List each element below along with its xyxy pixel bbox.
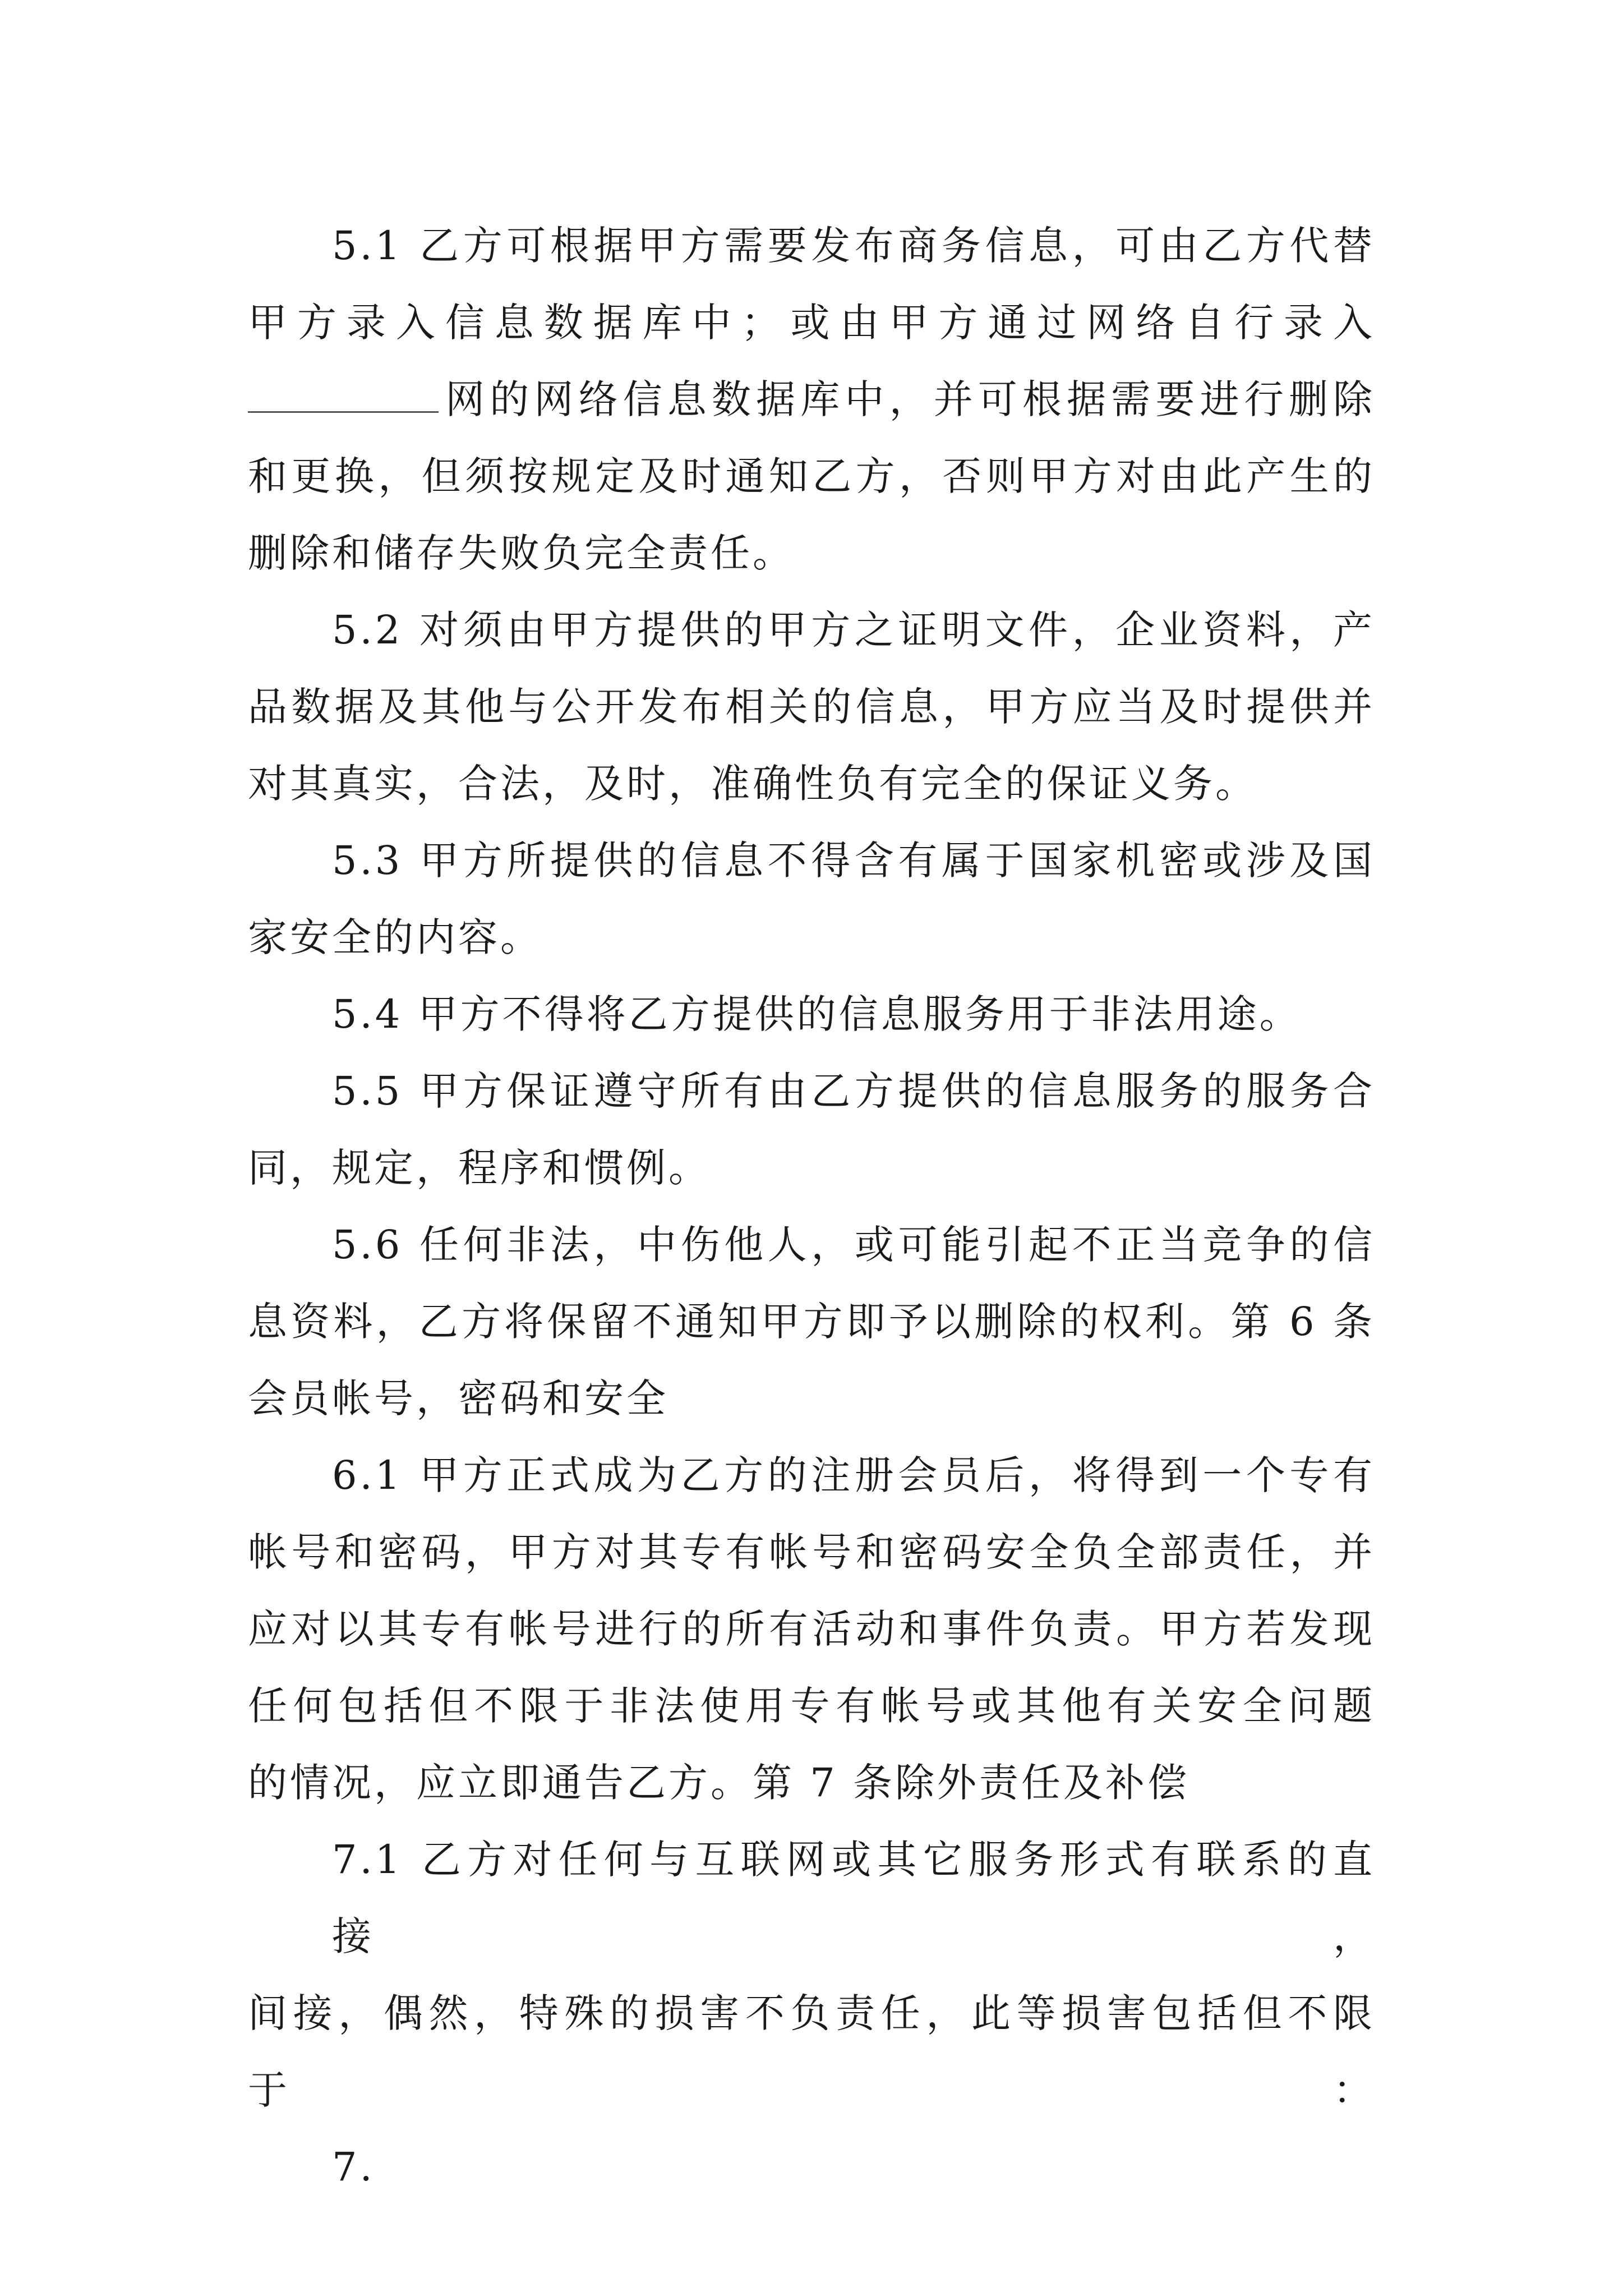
paragraph-7-x bbox=[248, 2129, 1375, 2206]
text-line: 会员帐号，密码和安全 bbox=[248, 1375, 668, 1421]
paragraph-6-1 bbox=[248, 1437, 1375, 1821]
text-line: 的情况，应立即通告乙方。第 7 条除外责任及补偿 bbox=[248, 1760, 1190, 1806]
text-line: 5.5 甲方保证遵守所有由乙方提供的信息服务的服务合 bbox=[332, 1068, 1375, 1114]
paragraph-5-6 bbox=[248, 1207, 1375, 1437]
text-line: 7. bbox=[332, 2144, 375, 2190]
text-line: 甲方录入信息数据库中；或由甲方通过网络自行录入 bbox=[248, 300, 1375, 346]
text-line: 删除和储存失败负完全责任。 bbox=[248, 530, 795, 576]
text-line: 5.4 甲方不得将乙方提供的信息服务用于非法用途。 bbox=[332, 991, 1302, 1037]
document-body bbox=[248, 208, 1375, 2206]
text-line: 家安全的内容。 bbox=[248, 914, 542, 960]
paragraph-5-1 bbox=[248, 208, 1375, 592]
text-line: 对其真实，合法，及时，准确性负有完全的保证义务。 bbox=[248, 761, 1257, 807]
text-line: 品数据及其他与公开发布相关的信息，甲方应当及时提供并 bbox=[248, 684, 1375, 730]
paragraph-5-2 bbox=[248, 592, 1375, 822]
text-line: 7.1 乙方对任何与互联网或其它服务形式有联系的直接， bbox=[332, 1837, 1375, 1959]
text-line bbox=[248, 361, 1375, 438]
text-line: 6.1 甲方正式成为乙方的注册会员后，将得到一个专有 bbox=[332, 1452, 1375, 1498]
paragraph-5-4 bbox=[248, 976, 1375, 1053]
text-line: 任何包括但不限于非法使用专有帐号或其他有关安全问题 bbox=[248, 1683, 1375, 1729]
text-line: 同，规定，程序和惯例。 bbox=[248, 1145, 711, 1191]
text-line: 和更换，但须按规定及时通知乙方，否则甲方对由此产生的 bbox=[248, 453, 1375, 499]
paragraph-5-5 bbox=[248, 1053, 1375, 1207]
paragraph-7-1 bbox=[248, 1821, 1375, 2129]
text-line: 息资料，乙方将保留不通知甲方即予以删除的权利。第 6 条 bbox=[248, 1299, 1375, 1345]
paragraph-5-3 bbox=[248, 822, 1375, 976]
fill-in-blank bbox=[248, 374, 439, 413]
text-line: 5.1 乙方可根据甲方需要发布商务信息，可由乙方代替 bbox=[332, 223, 1375, 269]
text-line: 5.2 对须由甲方提供的甲方之证明文件，企业资料，产 bbox=[332, 607, 1375, 653]
text-line-after-blank: 网的网络信息数据库中，并可根据需要进行删除 bbox=[443, 376, 1375, 422]
text-line: 帐号和密码，甲方对其专有帐号和密码安全负全部责任，并 bbox=[248, 1529, 1375, 1575]
text-line: 5.6 任何非法，中伤他人，或可能引起不正当竞争的信 bbox=[332, 1222, 1375, 1268]
text-line: 间接，偶然，特殊的损害不负责任，此等损害包括但不限于： bbox=[248, 1990, 1375, 2113]
text-line: 5.3 甲方所提供的信息不得含有属于国家机密或涉及国 bbox=[332, 838, 1375, 884]
text-line: 应对以其专有帐号进行的所有活动和事件负责。甲方若发现 bbox=[248, 1606, 1375, 1652]
